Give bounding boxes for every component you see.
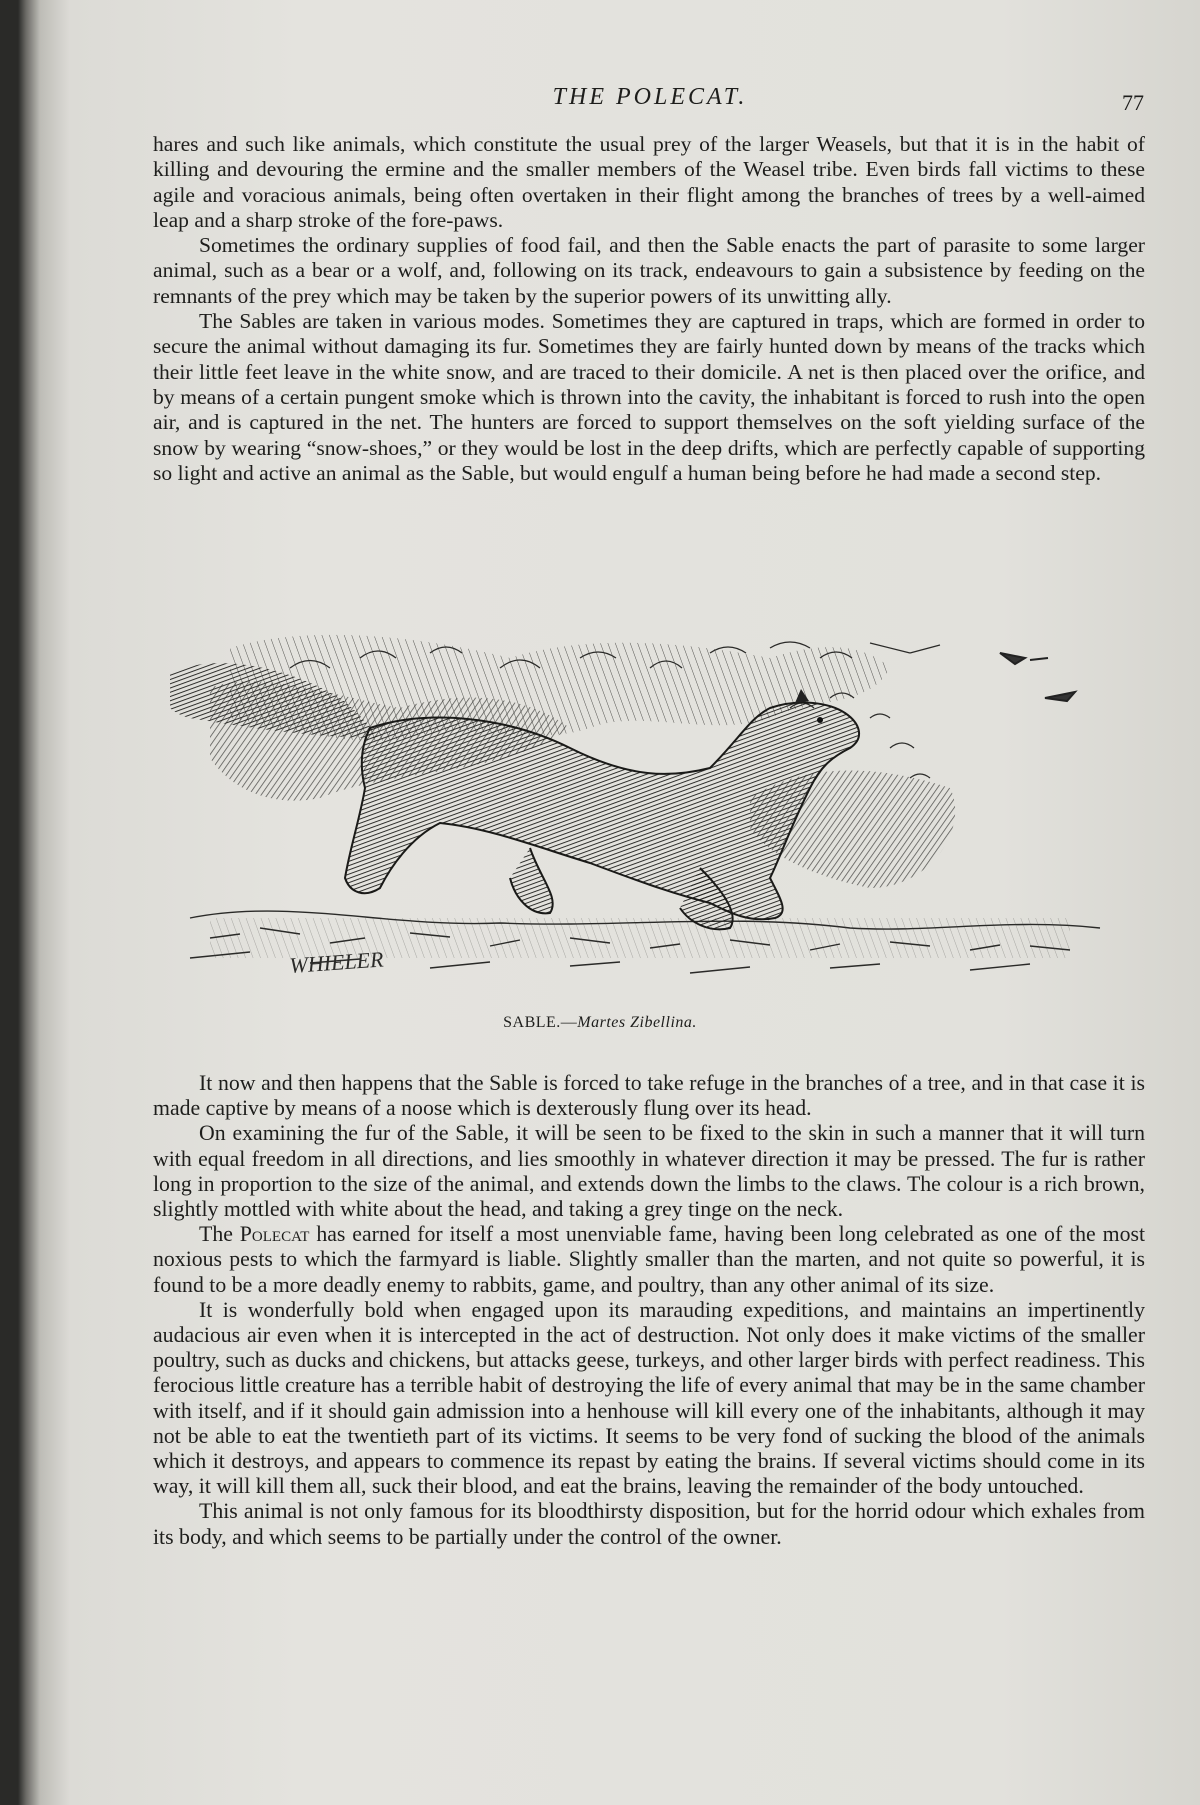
text-block-top — [153, 132, 1145, 486]
polecat-name: Polecat — [239, 1222, 310, 1247]
engraver-signature: WHIELER — [288, 946, 385, 978]
running-title: THE POLECAT. — [552, 84, 748, 110]
sable-illustration — [170, 628, 1110, 998]
paragraph-polecat — [153, 1222, 1145, 1298]
paragraph: This animal is not only famous for its bloodthirsty disposition, but for the horrid odour which exhales from its body, and which seems to be partially under the control of the owner. — [153, 1499, 1145, 1549]
paragraph: Sometimes the ordinary supplies of food fail, and then the Sable enacts the part of parasite to some larger animal, such as a bear or a wolf, and, following on its track, endeavours to gain a subsistence by feeding on the remnants of the prey which may be taken by the superior powers of its unwitting ally. — [153, 233, 1145, 308]
paragraph: It now and then happens that the Sable is forced to take refuge in the branches of a tree, and in that case it is made captive by means of a noose which is dexterously flung over its head. — [153, 1071, 1145, 1121]
paragraph: It is wonderfully bold when engaged upon its marauding expeditions, and maintains an impertinently audacious air even when it is intercepted in the act of destruction. Not only does it make victims of the smaller poultry, such as ducks and chickens, but attacks geese, turkeys, and other larger birds with perfect readiness. This ferocious little creature has a terrible habit of destroying the life of every animal that may be in the same chamber with itself, and if it should gain admission into a henhouse will kill every one of the inhabitants, although it may not be able to eat the twentieth part of its victims. It seems to be very fond of sucking the blood of the animals which it destroys, and appears to commence its repast by eating the brains. If several victims should come in its way, it will kill them all, suck their blood, and eat the brains, leaving the remainder of the body untouched. — [153, 1297, 1145, 1499]
figure-caption — [0, 1014, 1200, 1032]
page-number: 77 — [1122, 90, 1144, 115]
caption-label: SABLE.— — [503, 1014, 578, 1031]
paragraph: On examining the fur of the Sable, it will be seen to be fixed to the skin in such a manner that it will turn with equal freedom in all directions, and lies smoothly in whatever direction it may be pressed. The fur is rather long in proportion to the size of the animal, and extends down the limbs to the claws. The colour is a rich brown, slightly mottled with white about the head, and taking a grey tinge on the neck. — [153, 1121, 1145, 1222]
caption-latin-name: Martes Zibellina. — [577, 1014, 697, 1031]
birds — [1000, 653, 1075, 701]
paragraph-text: has earned for itself a most unenviable fame, having been long celebrated as one of the most noxious pests to which the farmyard is liable. Slightly smaller than the marten, and not quite so powerful, it is found to be a more deadly enemy to rabbits, game, and poultry, than any other animal of its size. — [153, 1222, 1146, 1297]
text-block-bottom — [153, 1071, 1145, 1550]
paragraph: hares and such like animals, which constitute the usual prey of the larger Weasels, but that it is in the habit of killing and devouring the ermine and the smaller members of the Weasel tribe. Even birds fall victims to these agile and voracious animals, being often overtaken in their flight among the branches of trees by a well-aimed leap and a sharp stroke of the fore-paws. — [153, 132, 1145, 232]
paragraph-opening-word: The — [199, 1222, 233, 1247]
page-header — [150, 84, 1150, 118]
paragraph: The Sables are taken in various modes. Sometimes they are captured in traps, which are formed in order to secure the animal without damaging its fur. Sometimes they are fairly hunted down by means of the tracks which their little feet leave in the white snow, and are traced to their domicile. A net is then placed over the orifice, and by means of a certain pungent smoke which is thrown into the cavity, the inhabitant is forced to rush into the open air, and is captured in the net. The hunters are forced to support themselves on the soft yielding surface of the snow by wearing “snow-shoes,” or they would be lost in the deep drifts, which are perfectly capable of supporting so light and active an animal as the Sable, but would engulf a human being before he had made a second step. — [153, 309, 1145, 485]
sable-engraving — [170, 628, 1110, 998]
